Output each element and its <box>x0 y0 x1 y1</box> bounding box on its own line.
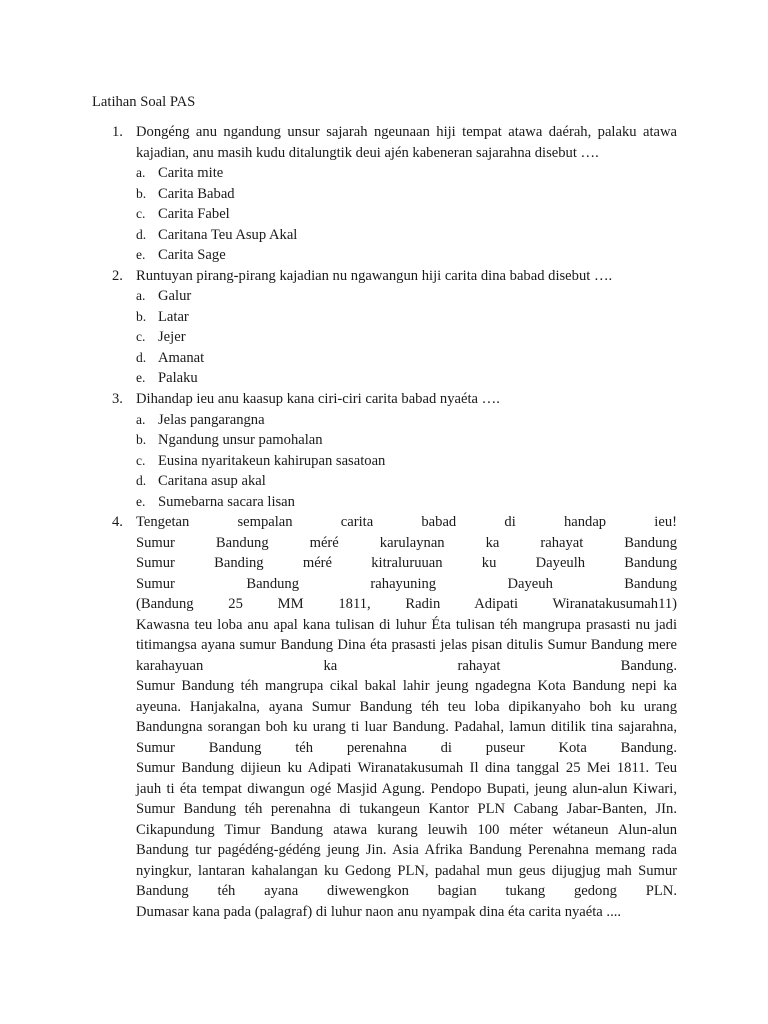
option-letter: b. <box>136 432 147 447</box>
answer-option <box>136 307 189 327</box>
question-text-line: Sumur Bandung dijieun ku Adipati Wiranatakusumah Il dina tanggal 25 Mei 1811. Teu <box>136 760 677 776</box>
question-text-line: karahayuan ka rahayat Bandung. <box>136 658 677 674</box>
question-number: 1. <box>112 124 123 140</box>
question-text-line: Sumur Bandung téh perenahna di tukangeun Kantor PLN Cabang Jabar-Banten, JIn. <box>136 801 677 817</box>
option-text: Palaku <box>158 370 198 386</box>
option-text: Sumebarna sacara lisan <box>158 494 295 510</box>
question-text-line: kajadian, anu masih kudu ditalungtik deui ajén kabeneran sajarahna disebut …. <box>136 145 599 161</box>
question-text-line: Dongéng anu ngandung unsur sajarah ngeunaan hiji tempat atawa daérah, palaku atawa <box>136 124 677 140</box>
option-letter: e. <box>136 247 146 262</box>
question-text-line: Bandung téh ayana diwewengkon bagian tukang gedong PLN. <box>136 883 677 899</box>
question-number: 2. <box>112 268 123 284</box>
answer-option <box>136 451 385 471</box>
option-letter: c. <box>136 206 146 221</box>
option-text: Latar <box>158 309 189 325</box>
option-text: Amanat <box>158 350 205 366</box>
option-text: Caritana asup akal <box>158 473 266 489</box>
question-text-line: jauh ti éta tempat diwangun ogé Masjid Agung. Pendopo Bupati, jeung alun-alun Kiwari, <box>136 781 677 797</box>
question-text-line: ayeuna. Hanjakalna, ayana Sumur Bandung téh teu loba dipikanyaho boh ku urang <box>136 699 677 715</box>
option-letter: c. <box>136 329 146 344</box>
question-text-line: Cikapundung Timur Bandung atawa kurang leuwih 100 méter wétaneun Alun-alun <box>136 822 677 838</box>
answer-option <box>136 471 266 491</box>
option-letter: a. <box>136 165 146 180</box>
option-letter: b. <box>136 309 147 324</box>
question-text-line: Sumur Bandung téh mangrupa cikal bakal lahir jeung ngadegna Kota Bandung nepi ka <box>136 678 677 694</box>
answer-option <box>136 286 191 306</box>
option-text: Galur <box>158 288 192 304</box>
option-letter: d. <box>136 227 147 242</box>
option-letter: e. <box>136 494 146 509</box>
option-letter: a. <box>136 288 146 303</box>
question-text-line: nyingkur, lantaran kahalangan ku Gedong PLN, padahal mun geus dijugjug mah Sumur <box>136 863 677 879</box>
question-text-line: Bandung tur pagédéng-gédéng jeung Jin. Asia Afrika Bandung Perenahna memang rada <box>136 842 677 858</box>
document-title: Latihan Soal PAS <box>92 94 196 110</box>
option-letter: b. <box>136 186 147 201</box>
option-text: Ngandung unsur pamohalan <box>158 432 323 448</box>
answer-option <box>136 348 204 368</box>
option-text: Caritana Teu Asup Akal <box>158 227 298 243</box>
option-text: Jejer <box>158 329 186 345</box>
option-text: Carita mite <box>158 165 224 181</box>
answer-option <box>136 245 226 265</box>
question-text-line: Tengetan sempalan carita babad di handap ieu! <box>136 514 677 530</box>
option-letter: d. <box>136 473 147 488</box>
answer-option <box>136 410 265 430</box>
option-letter: d. <box>136 350 147 365</box>
question-text-line: Sumur Bandung rahayuning Dayeuh Bandung <box>136 576 677 592</box>
answer-option <box>136 163 223 183</box>
answer-option <box>136 184 235 204</box>
question-text-line: Runtuyan pirang-pirang kajadian nu ngawangun hiji carita dina babad disebut …. <box>136 268 613 284</box>
question-text-line: Sumur Banding méré kitraluruuan ku Dayeulh Bandung <box>136 555 677 571</box>
answer-option <box>136 204 230 224</box>
question-text-line: Bandungna sorangan boh ku urang ti luar Bandung. Padahal, lamun ditilik tina sajarahna, <box>136 719 677 735</box>
answer-option <box>136 327 186 347</box>
question-text-line: Kawasna teu loba anu apal kana tulisan di luhur Éta tulisan téh mangrupa prasasti nu jadi <box>136 617 677 633</box>
option-text: Jelas pangarangna <box>158 412 265 428</box>
question-number: 3. <box>112 391 123 407</box>
option-letter: a. <box>136 412 146 427</box>
option-text: Eusina nyaritakeun kahirupan sasatoan <box>158 453 386 469</box>
answer-option <box>136 492 295 512</box>
option-letter: c. <box>136 453 146 468</box>
option-text: Carita Babad <box>158 186 235 202</box>
answer-option <box>136 225 297 245</box>
question-number: 4. <box>112 514 123 530</box>
question-text-line: Sumur Bandung téh perenahna di puseur Kota Bandung. <box>136 740 677 756</box>
option-letter: e. <box>136 370 146 385</box>
answer-option <box>136 430 323 450</box>
question-text-line: Sumur Bandung méré karulaynan ka rahayat Bandung <box>136 535 677 551</box>
answer-option <box>136 368 198 388</box>
question-text-line: titimangsa ayana sumur Bandung Dina éta prasasti jelas pisan ditulis Sumur Bandung mere <box>136 637 677 653</box>
question-text-line: Dihandap ieu anu kaasup kana ciri-ciri carita babad nyaéta …. <box>136 391 500 407</box>
question-text-line: Dumasar kana pada (palagraf) di luhur naon anu nyampak dina éta carita nyaéta .... <box>136 904 622 920</box>
question-text-line: (Bandung 25 MM 1811, Radin Adipati Wiranatakusumah11) <box>136 596 677 612</box>
option-text: Carita Sage <box>158 247 226 263</box>
option-text: Carita Fabel <box>158 206 230 222</box>
